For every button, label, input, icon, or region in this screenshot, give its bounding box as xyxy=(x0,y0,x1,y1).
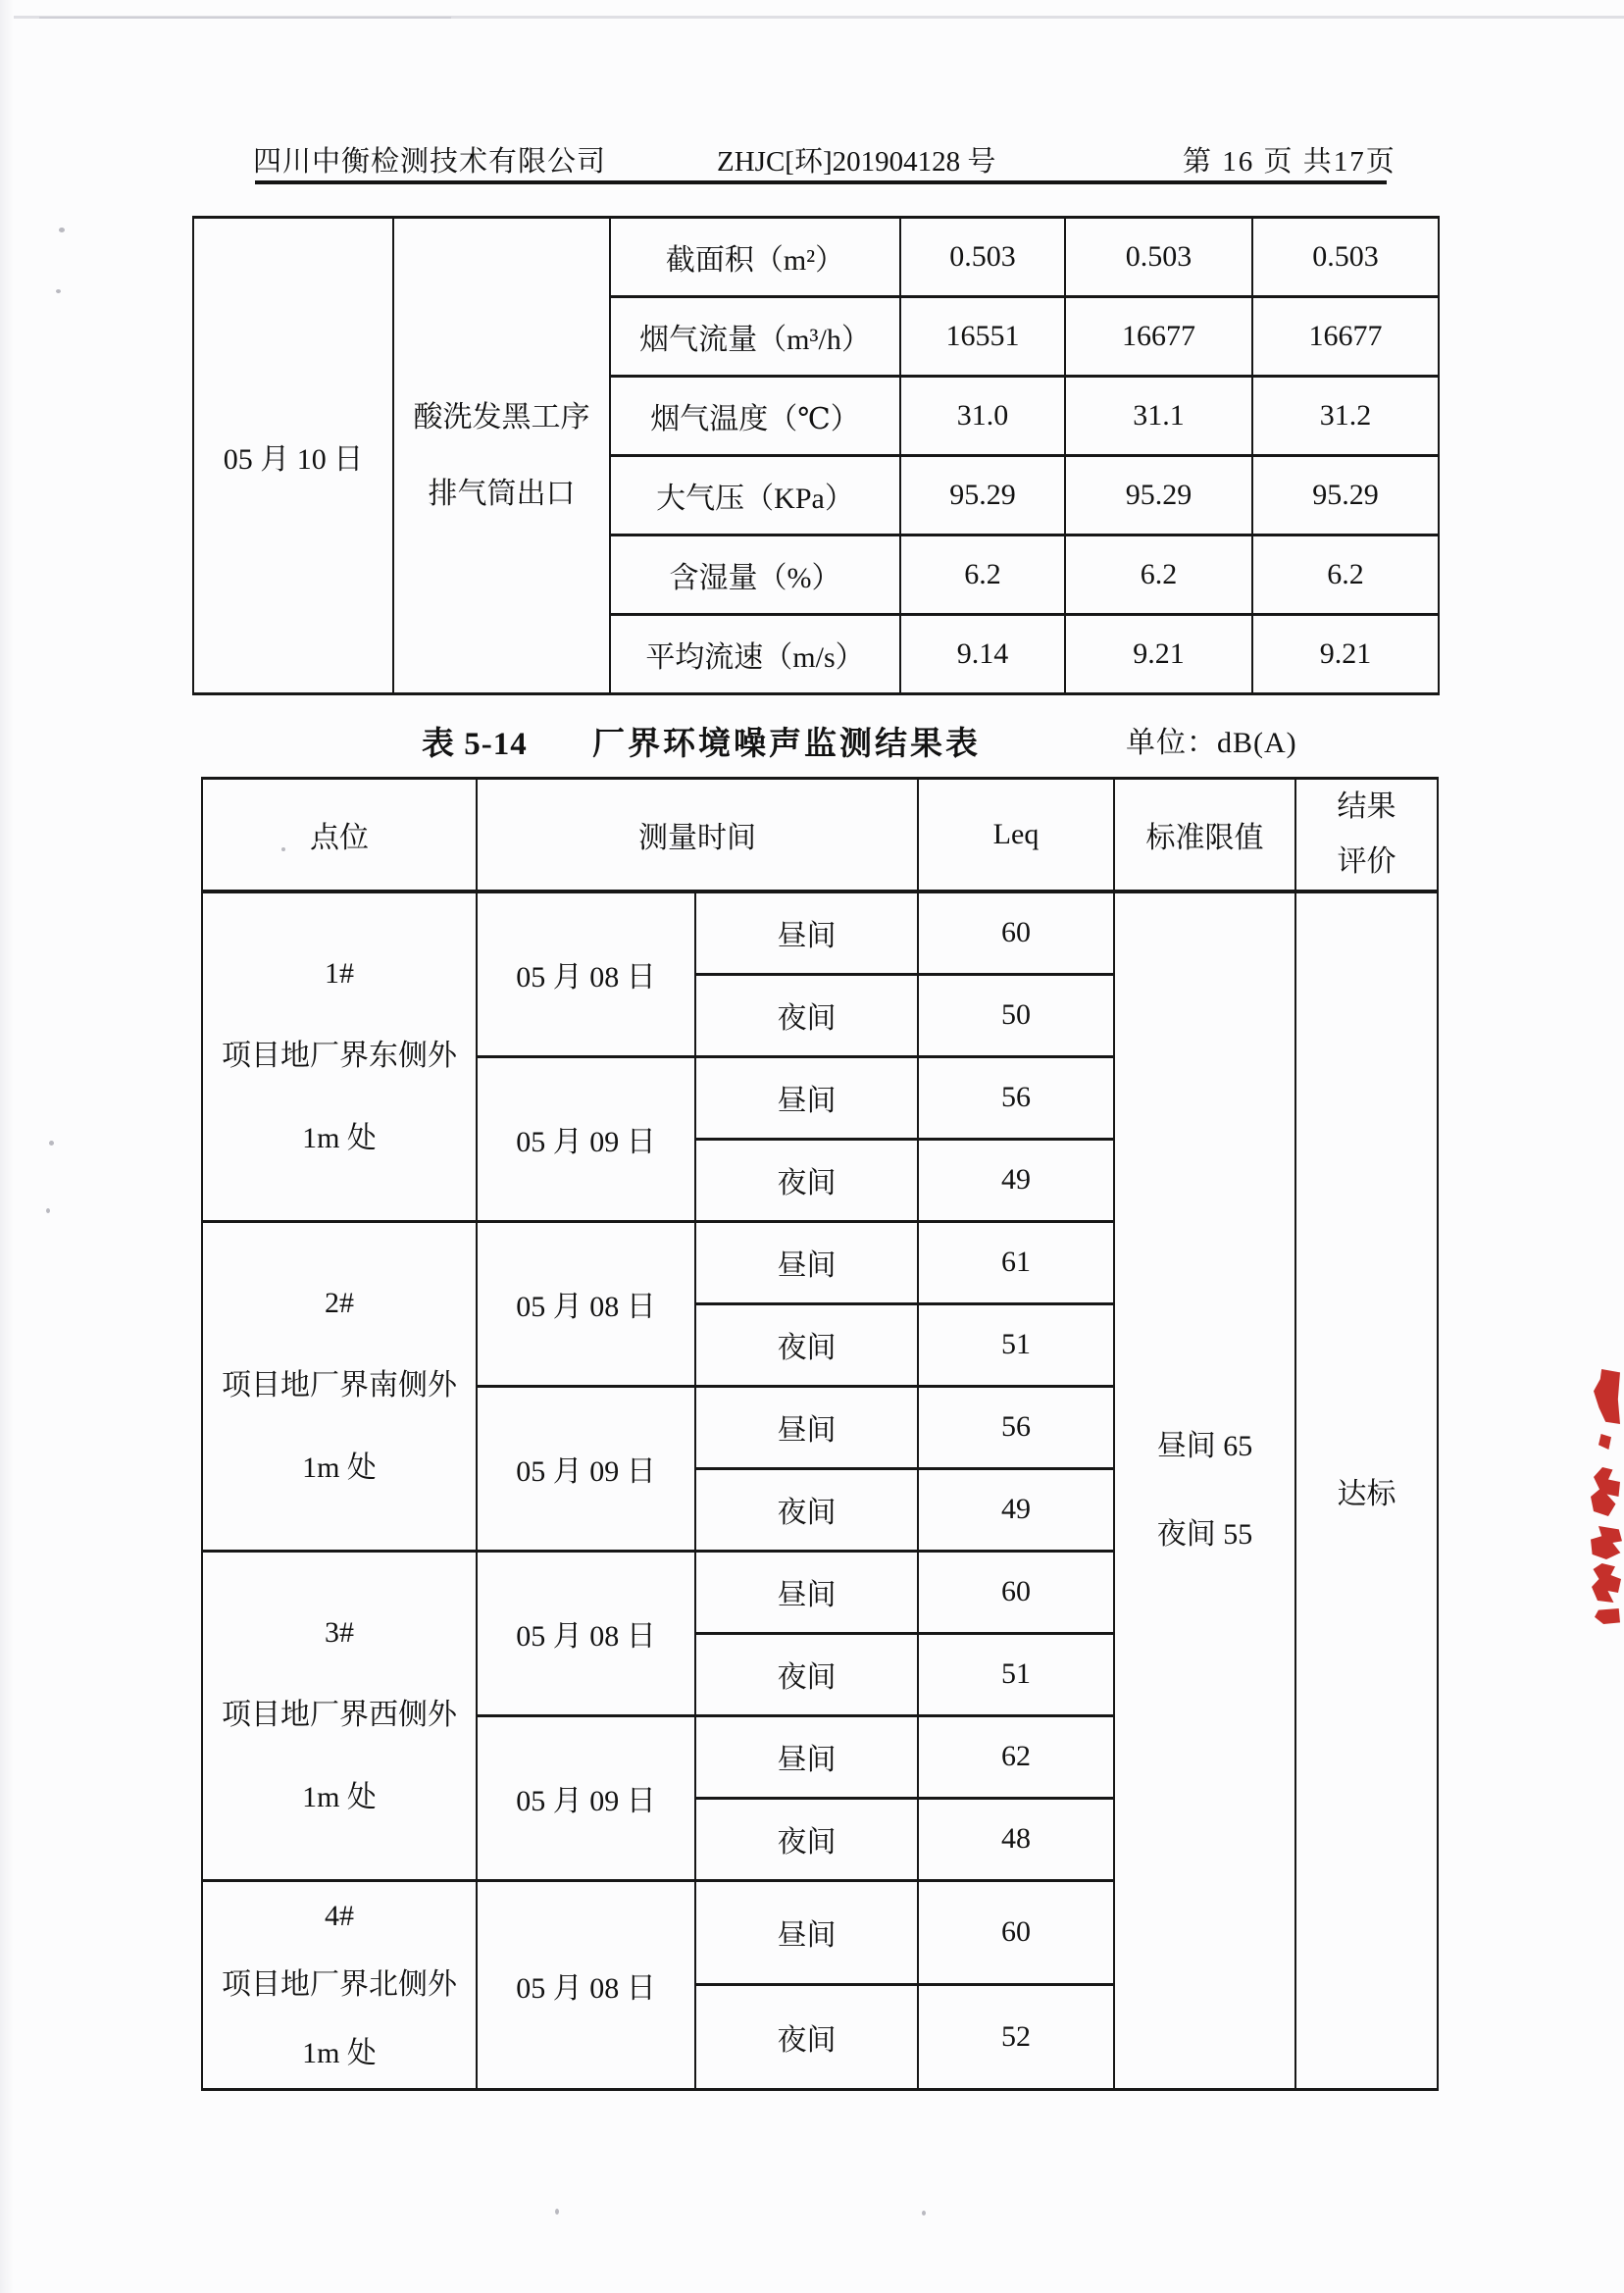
value-cell: 6.2 xyxy=(1065,535,1252,615)
sampling-location-cell xyxy=(393,218,610,694)
period-cell: 昼间 xyxy=(695,1221,918,1303)
period-cell: 昼间 xyxy=(695,1056,918,1139)
value-cell: 95.29 xyxy=(900,456,1065,535)
col-header-result-line1: 结果 xyxy=(1337,790,1396,823)
date-cell: 05 月 08 日 xyxy=(477,1880,695,2089)
sampling-date-cell: 05 月 10 日 xyxy=(193,218,393,694)
period-cell: 昼间 xyxy=(695,1386,918,1468)
point-id: 2# xyxy=(325,1287,354,1319)
leq-cell: 60 xyxy=(918,892,1114,974)
leq-cell: 50 xyxy=(918,974,1114,1056)
point-desc: 项目地厂界南侧外 xyxy=(222,1369,457,1401)
col-header-leq: Leq xyxy=(918,779,1114,892)
leq-cell: 51 xyxy=(918,1303,1114,1386)
value-cell: 95.29 xyxy=(1065,456,1252,535)
value-cell: 9.14 xyxy=(900,615,1065,694)
limit-day: 昼间 65 xyxy=(1156,1429,1253,1462)
value-cell: 6.2 xyxy=(900,535,1065,615)
report-number: ZHJC[环]201904128 号 xyxy=(717,146,996,178)
table-unit-label: 单位：dB(A) xyxy=(1126,727,1297,759)
scan-artifact-left-edge xyxy=(0,0,14,2293)
leq-cell: 56 xyxy=(918,1386,1114,1468)
point-id: 4# xyxy=(325,1899,354,1932)
leq-cell: 52 xyxy=(918,1985,1114,2090)
company-name: 四川中衡检测技术有限公司 xyxy=(253,146,607,178)
value-cell: 31.0 xyxy=(900,377,1065,456)
param-cell: 烟气流量（m³/h） xyxy=(610,297,900,377)
param-cell: 平均流速（m/s） xyxy=(610,615,900,694)
point-desc: 项目地厂界北侧外 xyxy=(222,1967,457,2001)
point-id: 1# xyxy=(325,957,354,991)
value-cell: 0.503 xyxy=(1252,218,1439,297)
leq-cell: 49 xyxy=(918,1139,1114,1221)
period-cell: 夜间 xyxy=(695,1468,918,1551)
leq-cell: 62 xyxy=(918,1715,1114,1798)
value-cell: 0.503 xyxy=(900,218,1065,297)
scan-speck xyxy=(49,1141,54,1146)
red-stamp-fragment xyxy=(1599,1434,1611,1450)
date-cell: 05 月 09 日 xyxy=(477,1715,695,1880)
period-cell: 夜间 xyxy=(695,1303,918,1386)
value-cell: 9.21 xyxy=(1252,615,1439,694)
value-cell: 95.29 xyxy=(1252,456,1439,535)
period-cell: 夜间 xyxy=(695,974,918,1056)
period-cell: 昼间 xyxy=(695,1715,918,1798)
noise-monitoring-table xyxy=(201,777,1439,2091)
scan-speck xyxy=(555,2209,559,2215)
col-header-time: 测量时间 xyxy=(477,779,918,892)
red-stamp-fragment xyxy=(1594,1369,1620,1424)
point-id: 3# xyxy=(325,1616,354,1649)
col-header-limit: 标准限值 xyxy=(1114,779,1295,892)
leq-cell: 49 xyxy=(918,1468,1114,1551)
scan-speck xyxy=(59,228,65,232)
limit-cell xyxy=(1114,892,1295,2089)
point-pos: 1m 处 xyxy=(302,1781,377,1813)
date-cell: 05 月 08 日 xyxy=(477,1551,695,1715)
table-caption-title: 厂界环境噪声监测结果表 xyxy=(592,727,981,762)
point-cell xyxy=(202,1551,477,1880)
period-cell: 夜间 xyxy=(695,1139,918,1221)
param-cell: 截面积（m²） xyxy=(610,218,900,297)
scan-speck xyxy=(46,1208,50,1213)
stack-measurement-table xyxy=(192,216,1440,695)
scan-speck xyxy=(56,289,61,293)
location-line1: 酸洗发黑工序 xyxy=(413,400,590,433)
leq-cell: 60 xyxy=(918,1880,1114,1985)
limit-night: 夜间 55 xyxy=(1156,1517,1253,1551)
table-caption-number: 表 5-14 xyxy=(422,727,528,762)
result-cell: 达标 xyxy=(1295,892,1438,2089)
date-cell: 05 月 08 日 xyxy=(477,892,695,1056)
location-line2: 排气筒出口 xyxy=(428,477,576,510)
value-cell: 6.2 xyxy=(1252,535,1439,615)
value-cell: 0.503 xyxy=(1065,218,1252,297)
value-cell: 9.21 xyxy=(1065,615,1252,694)
value-cell: 16677 xyxy=(1065,297,1252,377)
page-number: 第 16 页 共17页 xyxy=(1183,146,1396,178)
leq-cell: 48 xyxy=(918,1798,1114,1880)
period-cell: 夜间 xyxy=(695,1633,918,1715)
point-cell xyxy=(202,1880,477,2089)
point-pos: 1m 处 xyxy=(302,1452,377,1484)
col-header-point: 点位 xyxy=(202,779,477,892)
red-stamp-fragment xyxy=(1595,1608,1620,1624)
point-desc: 项目地厂界东侧外 xyxy=(222,1040,457,1073)
param-cell: 烟气温度（℃） xyxy=(610,377,900,456)
col-header-result-line2: 评价 xyxy=(1337,845,1396,878)
leq-cell: 51 xyxy=(918,1633,1114,1715)
value-cell: 16677 xyxy=(1252,297,1439,377)
scan-artifact-top-edge-dark xyxy=(39,17,451,19)
value-cell: 31.2 xyxy=(1252,377,1439,456)
leq-cell: 60 xyxy=(918,1551,1114,1633)
period-cell: 昼间 xyxy=(695,1551,918,1633)
point-pos: 1m 处 xyxy=(302,1122,377,1155)
col-header-result xyxy=(1295,779,1438,892)
point-desc: 项目地厂界西侧外 xyxy=(222,1699,457,1731)
red-stamp-fragment xyxy=(1592,1563,1621,1603)
param-cell: 含湿量（%） xyxy=(610,535,900,615)
value-cell: 31.1 xyxy=(1065,377,1252,456)
header-rule xyxy=(255,180,1387,184)
value-cell: 16551 xyxy=(900,297,1065,377)
point-cell xyxy=(202,892,477,1221)
red-stamp-fragment xyxy=(1591,1467,1620,1516)
point-pos: 1m 处 xyxy=(302,2036,377,2069)
date-cell: 05 月 08 日 xyxy=(477,1221,695,1386)
period-cell: 夜间 xyxy=(695,1985,918,2090)
leq-cell: 56 xyxy=(918,1056,1114,1139)
period-cell: 昼间 xyxy=(695,1880,918,1985)
period-cell: 夜间 xyxy=(695,1798,918,1880)
point-cell xyxy=(202,1221,477,1551)
date-cell: 05 月 09 日 xyxy=(477,1386,695,1551)
period-cell: 昼间 xyxy=(695,892,918,974)
red-stamp-fragment xyxy=(1591,1526,1622,1559)
date-cell: 05 月 09 日 xyxy=(477,1056,695,1221)
leq-cell: 61 xyxy=(918,1221,1114,1303)
scan-speck xyxy=(922,2211,926,2216)
param-cell: 大气压（KPa） xyxy=(610,456,900,535)
